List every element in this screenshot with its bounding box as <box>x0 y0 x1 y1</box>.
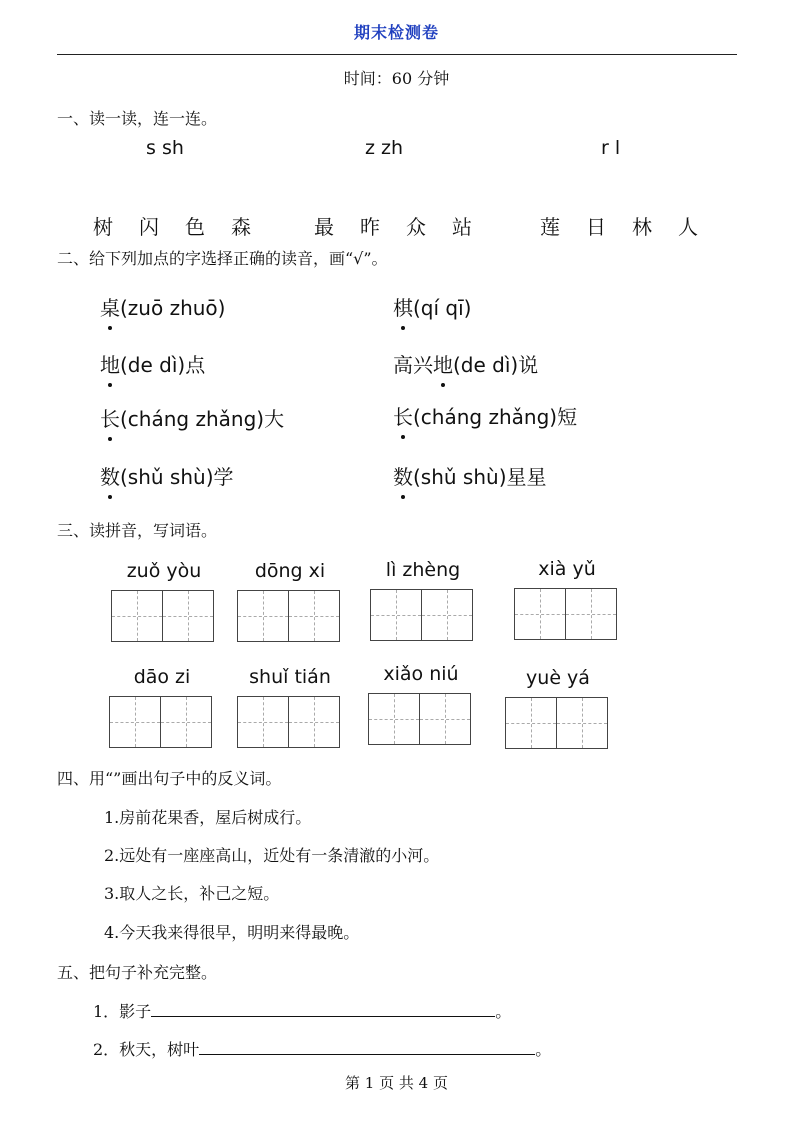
writing-cell[interactable] <box>237 590 289 642</box>
word-pinyin: yuè yá <box>526 667 590 689</box>
fill-sentence-1: 1．影子 。 <box>93 1002 512 1021</box>
q2-heading: 二、给下列加点的字选择正确的读音，画“√”。 <box>57 249 388 268</box>
q2-item: 数(shǔ shù)学 <box>100 461 234 490</box>
word-box-group <box>505 667 611 749</box>
word-pinyin: lì zhèng <box>385 559 461 581</box>
q4-sentence[interactable]: 2.远处有一座座高山，近处有一条清澈的小河。 <box>104 846 440 865</box>
word-pinyin: zuǒ yòu <box>126 560 202 582</box>
q1-char: 色 <box>185 215 205 239</box>
page-number: 第 1 页 共 4 页 <box>345 1074 448 1092</box>
writing-cell[interactable] <box>421 589 473 641</box>
word-box-group <box>109 666 215 748</box>
writing-cell[interactable] <box>288 696 340 748</box>
writing-cell[interactable] <box>505 697 557 749</box>
writing-cell[interactable] <box>565 588 617 640</box>
exam-time: 时间：60 分钟 <box>343 69 450 88</box>
q1-char: 日 <box>586 215 606 239</box>
q1-heading: 一、读一读，连一连。 <box>57 109 218 128</box>
q4-sentence[interactable]: 1.房前花果香，屋后树成行。 <box>104 808 312 827</box>
q2-item: 棋(qí qī) <box>393 292 471 321</box>
q1-char: 树 <box>93 215 113 239</box>
pinyin-group-3: r l <box>601 137 621 159</box>
fill-prefix: 1．影子 <box>93 1002 152 1021</box>
writing-cell[interactable] <box>419 693 471 745</box>
word-box-group <box>514 558 620 640</box>
q4-sentence[interactable]: 3.取人之长，补己之短。 <box>104 884 280 903</box>
q5-heading: 五、把句子补充完整。 <box>57 963 218 982</box>
writing-cell[interactable] <box>162 590 214 642</box>
word-pinyin: xiǎo niú <box>383 663 459 685</box>
q1-char: 林 <box>632 215 652 239</box>
q1-char: 莲 <box>540 215 560 239</box>
q2-item: 数(shǔ shù)星星 <box>393 461 547 490</box>
writing-cell[interactable] <box>160 696 212 748</box>
q4-sentence[interactable]: 4.今天我来得很早，明明来得最晚。 <box>104 923 360 942</box>
pinyin-group-1: s sh <box>146 137 184 159</box>
writing-cell[interactable] <box>514 588 566 640</box>
q2-item: 长(cháng zhǎng)短 <box>393 401 577 430</box>
answer-blank[interactable] <box>199 1038 535 1055</box>
word-box-group <box>237 560 343 642</box>
pinyin-group-2: z zh <box>365 137 404 159</box>
word-pinyin: dāo zi <box>133 666 191 688</box>
fill-sentence-2: 2．秋天，树叶 。 <box>93 1040 552 1059</box>
writing-cell[interactable] <box>237 696 289 748</box>
writing-cell[interactable] <box>556 697 608 749</box>
q2-item: 桌(zuō zhuō) <box>100 292 225 321</box>
q2-item: 长(cháng zhǎng)大 <box>100 403 284 432</box>
writing-cell[interactable] <box>288 590 340 642</box>
word-pinyin: shuǐ tián <box>249 666 331 688</box>
writing-cell[interactable] <box>111 590 163 642</box>
q3-heading: 三、读拼音，写词语。 <box>57 521 218 540</box>
answer-blank[interactable] <box>151 1000 495 1017</box>
word-pinyin: xià yǔ <box>538 558 596 580</box>
word-box-group <box>370 559 476 641</box>
q1-char: 森 <box>231 215 251 239</box>
q2-item: 高兴地(de dì)说 <box>393 349 538 378</box>
word-box-group <box>237 666 343 748</box>
writing-cell[interactable] <box>368 693 420 745</box>
q2-item: 地(de dì)点 <box>100 349 205 378</box>
writing-cell[interactable] <box>370 589 422 641</box>
word-box-group <box>368 663 474 745</box>
q1-char: 站 <box>452 215 472 239</box>
writing-cell[interactable] <box>109 696 161 748</box>
word-box-group <box>111 560 217 642</box>
q1-char: 闪 <box>139 215 159 239</box>
word-pinyin: dōng xi <box>254 560 326 582</box>
q1-char: 人 <box>678 215 698 239</box>
q1-char: 众 <box>406 215 426 239</box>
page-title: 期末检测卷 <box>353 23 439 42</box>
q1-char: 最 <box>314 215 334 239</box>
header-divider <box>57 54 737 55</box>
q4-heading: 四、用“”画出句子中的反义词。 <box>57 769 282 788</box>
fill-prefix: 2．秋天，树叶 <box>93 1040 200 1059</box>
q1-char: 昨 <box>360 215 380 239</box>
